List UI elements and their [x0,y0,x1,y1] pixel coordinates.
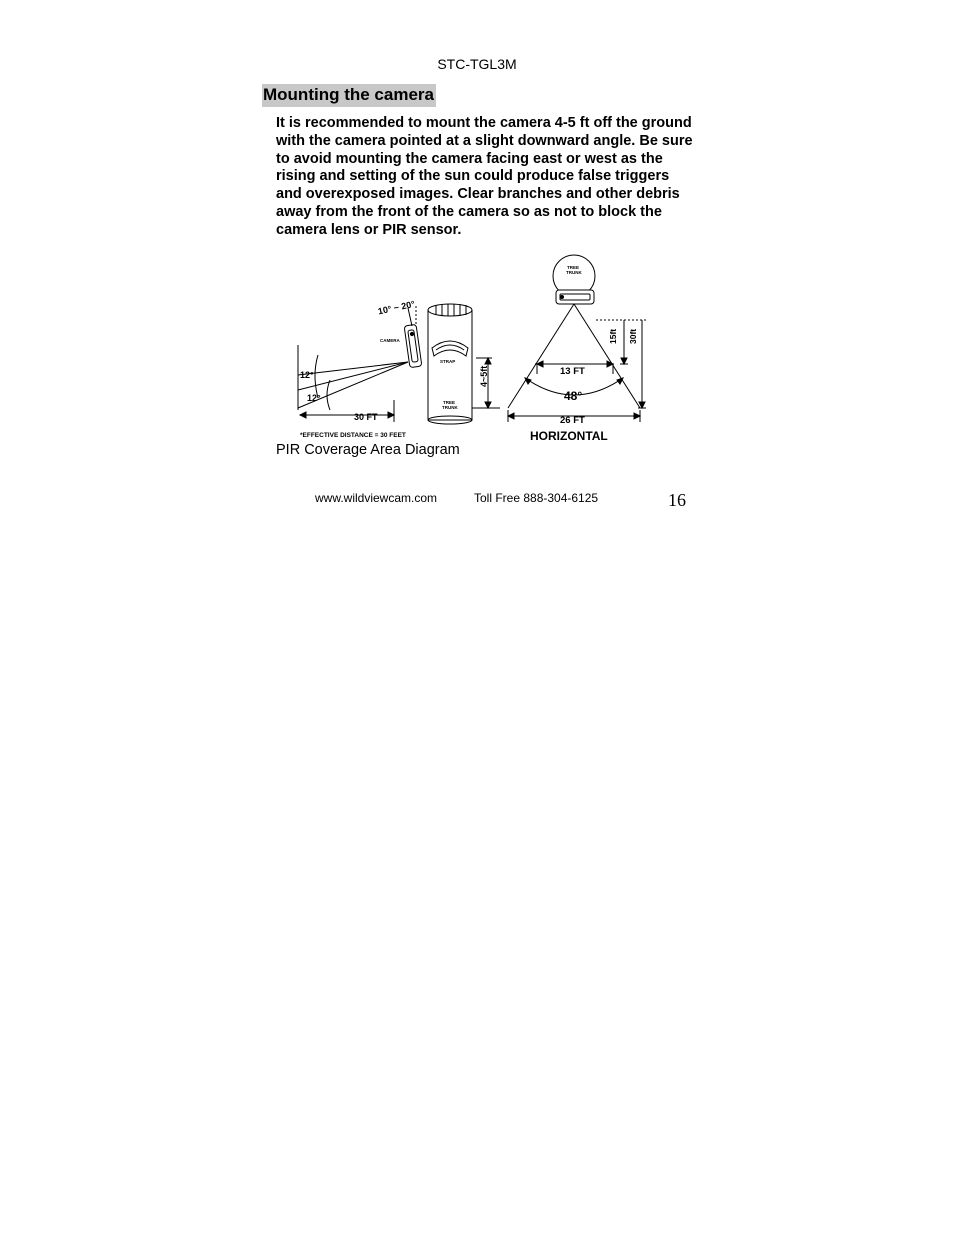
mounting-instructions-paragraph: It is recommended to mount the camera 4-5 ft off the ground with the camera pointed at a slight downward angle. Be sure to avoid mounting the camera facing east or west as the rising and setting of the sun could produce false triggers and overexposed images. Clear branches and other debris away from the front of the camera so as not to block the camera lens or PIR sensor. [276,115,693,238]
footer-website: www.wildviewcam.com [315,491,438,505]
lower-angle-label: 12° [307,393,321,403]
coverage-angle-label: 48° [564,389,583,403]
far-depth-label: 30ft [628,328,638,344]
top-trunk-label-1: TREE [567,265,580,270]
upper-angle-label: 12° [300,370,314,380]
side-trunk-label-1: TREE [443,400,456,405]
camera-label: CAMERA [380,338,400,343]
distance-label: 30 FT [354,412,378,422]
strap-label: STRAP [440,359,456,364]
near-depth-label: 15ft [608,328,618,344]
top-trunk-label-2: TRUNK [566,270,582,275]
far-width-label: 26 FT [560,415,585,426]
document-model-header: STC-TGL3M [437,56,517,72]
tilt-angle-label: 10° ~ 20° [377,298,416,317]
side-view-diagram [298,304,500,424]
horizontal-view-label: HORIZONTAL [530,429,608,443]
page-number: 16 [668,490,686,510]
section-heading: Mounting the camera [262,84,436,107]
height-label: 4~5ft [479,365,489,387]
side-trunk-label-2: TRUNK [442,405,458,410]
footer-phone: Toll Free 888-304-6125 [474,491,599,505]
effective-distance-note: *EFFECTIVE DISTANCE = 30 FEET [300,432,406,439]
pir-coverage-diagram [290,250,650,446]
near-width-label: 13 FT [560,366,585,377]
diagram-caption: PIR Coverage Area Diagram [276,442,460,458]
